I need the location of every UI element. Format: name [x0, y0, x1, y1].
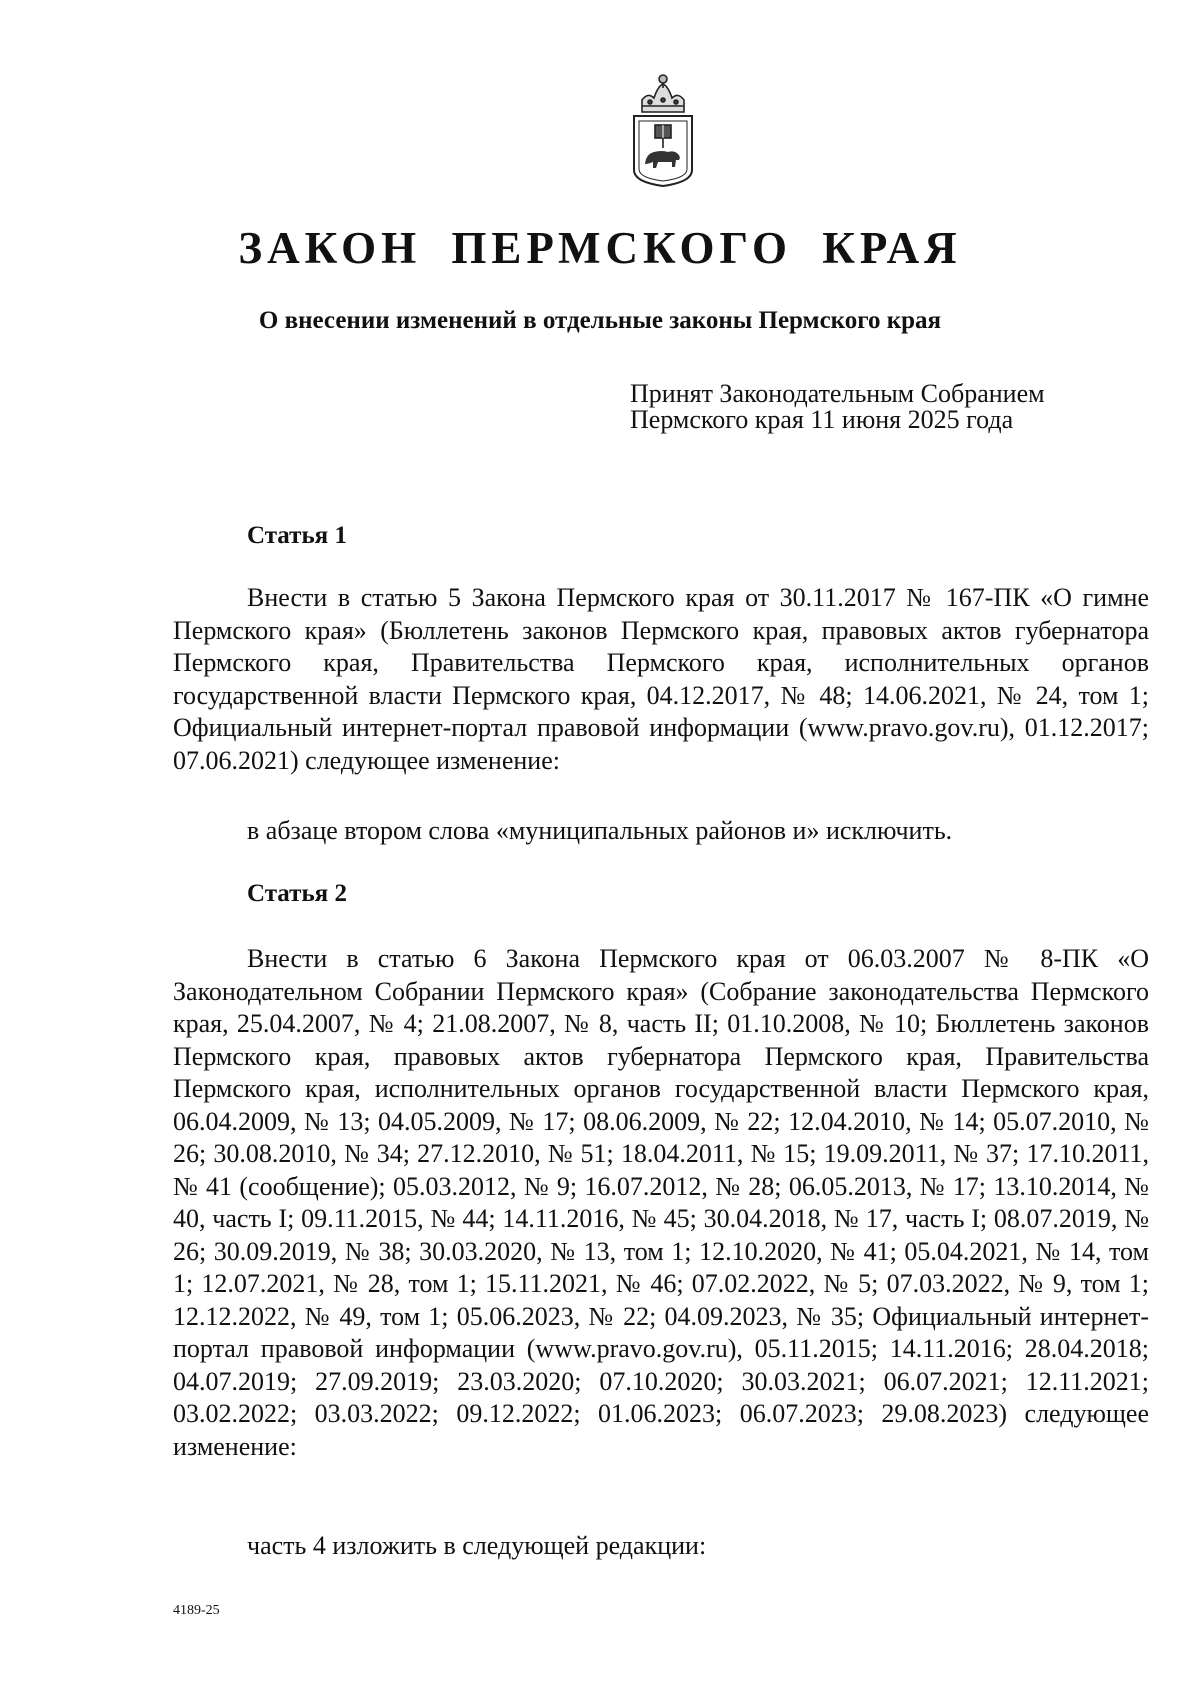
adoption-note-line-1: Принят Законодательным Собранием	[630, 379, 1045, 408]
article-1-heading: Статья 1	[247, 522, 347, 549]
perm-krai-coat-of-arms-icon	[628, 72, 698, 188]
document-number: 4189-25	[173, 1603, 220, 1618]
adoption-note-line-2: Пермского края 11 июня 2025 года	[630, 405, 1014, 434]
article-2-paragraph: Внести в статью 6 Закона Пермского края от 06.03.2007 № 8-ПК «О Законодательном Собрании Пермского края» (Собрание законодательства Пермского края, 25.04.2007, № 4; 21.08.2007, № 8, часть II; 01.10.2008, № 10; Бюллетень законов Пермского края, правовых актов губернатора Пермского края, Правительства Пермского края, исполнительных органов государственной власти Пермского края, 06.04.2009, № 13; 04.05.2009, № 17; 08.06.2009, № 22; 12.04.2010, № 14; 05.07.2010, № 26; 30.08.2010, № 34; 27.12.2010, № 51; 18.04.2011, № 15; 19.09.2011, № 37; 17.10.2011, № 41 (сообщение); 05.03.2012, № 9; 16.07.2012, № 28; 06.05.2013, № 17; 13.10.2014, № 40, часть I; 09.11.2015, № 44; 14.11.2016, № 45; 30.04.2018, № 17, часть I; 08.07.2019, № 26; 30.09.2019, № 38; 30.03.2020, № 13, том 1; 12.10.2020, № 41; 05.04.2021, № 14, том 1; 12.07.2021, № 28, том 1; 15.11.2021, № 46; 07.02.2022, № 5; 07.03.2022, № 9, том 1; 12.12.2022, № 49, том 1; 05.06.2023, № 22; 04.09.2023, № 35; Официальный интернет-портал правовой информации (www.pravo.gov.ru), 05.11.2015; 14.11.2016; 28.04.2018; 04.07.2019; 27.09.2019; 23.03.2020; 07.10.2020; 30.03.2021; 06.07.2021; 12.11.2021; 03.02.2022; 03.03.2022; 09.12.2022; 01.06.2023; 06.07.2023; 29.08.2023) следующее изменение:	[173, 944, 1149, 1461]
law-title: ЗАКОН ПЕРМСКОГО КРАЯ	[238, 223, 962, 273]
article-2-amendment: часть 4 изложить в следующей редакции:	[247, 1531, 707, 1560]
law-subtitle: О внесении изменений в отдельные законы Пермского края	[258, 307, 942, 334]
article-1-amendment: в абзаце втором слова «муниципальных районов и» исключить.	[247, 816, 953, 845]
article-1-paragraph: Внести в статью 5 Закона Пермского края от 30.11.2017 № 167-ПК «О гимне Пермского края» (Бюллетень законов Пермского края, правовых актов губернатора Пермского края, Правительства Пермского края, исполнительных органов государственной власти Пермского края, 04.12.2017, № 48; 14.06.2021, № 24, том 1; Официальный интернет-портал правовой информации (www.pravo.gov.ru), 01.12.2017; 07.06.2021) следующее изменение:	[173, 583, 1149, 775]
adoption-note	[630, 381, 1045, 433]
article-2-heading: Статья 2	[247, 880, 347, 907]
